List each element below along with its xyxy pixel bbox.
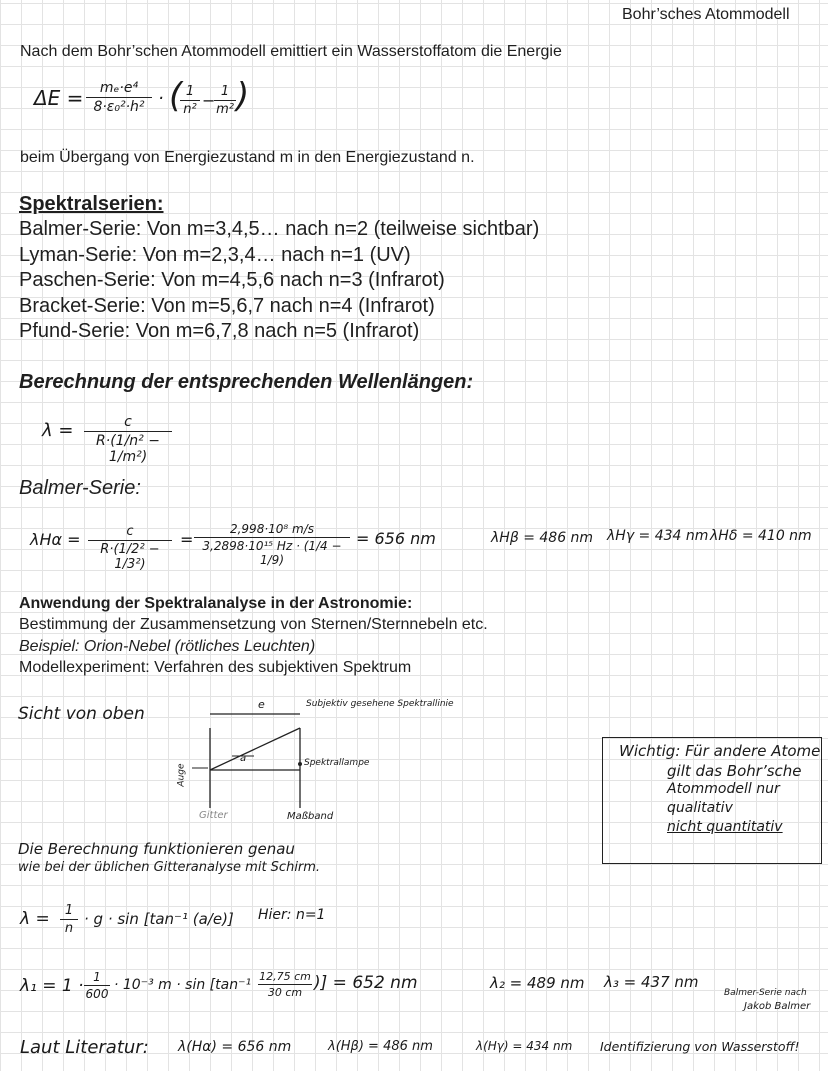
lambda-num: c [124,414,132,430]
subj-label: Subjektiv gesehene Spektrallinie [306,699,454,709]
literatur-ident: Identifizierung von Wasserstoff! [600,1039,800,1054]
grating-frac-num: 1 [64,903,74,918]
hd-result: λHδ = 410 nm [710,528,812,544]
grating-formula-fraction [60,903,78,936]
ha-eq2: = [180,530,194,549]
page-title: Bohr’sches Atommodell [622,6,790,23]
ha-num2: 2,998·10⁸ m/s [229,522,315,536]
note-line3: Atommodell nur [667,781,780,797]
e-label: e [258,698,265,711]
literatur-ha: λ(Hα) = 656 nm [178,1039,292,1055]
ha-num: c [126,524,134,539]
l1-frac2-num: 12,75 cm [259,970,311,983]
massband-label: Maßband [287,811,334,822]
calc-line2: wie bei der üblichen Gitteranalyse mit Schirm. [18,860,321,875]
formula-numerator: mₑ·e⁴ [99,80,139,96]
formula-denominator: 8·ε₀²·h² [93,99,145,115]
intro-sentence: Nach dem Bohr’schen Atommodell emittiert ein Wasserstoffatom die Energie [20,43,562,60]
term2-num: 1 [220,84,230,99]
l1-result: )] = 652 nm [314,973,418,993]
hg-result: λHγ = 434 nm [607,528,709,544]
literatur-hb: λ(Hβ) = 486 nm [328,1039,433,1054]
astro-line1: Bestimmung der Zusammensetzung von Sternen/Sternnebeln etc. [19,616,488,633]
l1-fraction [84,970,110,1001]
formula-paren-open: ( [169,76,183,116]
term1-num: 1 [185,84,195,99]
list-item: Pfund-Serie: Von m=6,7,8 nach n=5 (Infrarot) [19,320,420,342]
formula-term1 [180,84,200,117]
auge-label: Auge [176,763,187,787]
l3-result: λ₃ = 437 nm [604,973,699,991]
lambda-fraction [84,414,172,465]
balmer-note-line2: Jakob Balmer [744,1001,811,1012]
astro-line2: Beispiel: Orion-Nebel (rötliches Leuchten) [19,638,316,655]
balmer-label: Balmer-Serie: [19,477,141,499]
view-label: Sicht von oben [18,704,145,724]
lamp-dot [298,762,302,766]
formula-lhs: ΔE = [34,86,84,110]
calc-line1: Die Berechnung funktionieren genau [18,840,295,858]
hier-note: Hier: n=1 [258,907,326,923]
ha-den: R·(1/2² − 1/3²) [100,542,160,572]
meter-top-line [210,728,300,770]
note-line4: qualitativ [667,800,733,816]
ha-result: = 656 nm [356,529,436,548]
note-line5: nicht quantitativ [667,819,783,835]
grating-formula-lhs: λ = [20,909,50,929]
list-item: Bracket-Serie: Von m=5,6,7 nach n=4 (Infrarot) [19,294,435,317]
ha-fraction [88,524,172,572]
a-label: a [240,753,247,764]
term2-den: m² [216,102,234,117]
gitter-label: Gitter [199,810,228,821]
lambda-lhs: λ = [42,420,74,441]
hb-result: λHβ = 486 nm [491,530,594,546]
l1-fraction2 [258,970,312,999]
l1-frac-num: 1 [93,970,101,984]
formula-dot: · [158,88,164,109]
wellen-heading: Berechnung der entsprechenden Wellenlängen: [19,371,474,393]
ha-den2: 3,2898·10¹⁵ Hz · (1/4 − 1/9) [202,539,342,567]
spektral-list [19,218,539,346]
l1-frac2-den: 30 cm [267,986,303,999]
lambda-den: R·(1/n² − 1/m²) [96,433,160,465]
list-item: Balmer-Serie: Von m=3,4,5… nach n=2 (teilweise sichtbar) [19,218,540,240]
l1-frac-den: 600 [85,987,109,1001]
l1-mid: · 10⁻³ m · sin [tan⁻¹ [114,977,252,993]
ha-fraction2 [194,522,350,567]
l1-lhs: λ₁ = 1 · [20,976,84,996]
astro-heading: Anwendung der Spektralanalyse in der Astronomie: [19,595,413,612]
formula-main-fraction [86,80,152,115]
astro-line3: Modellexperiment: Verfahren des subjektiven Spektrum [19,659,412,676]
formula-paren-close: ) [236,76,250,116]
note-line1: Wichtig: Für andere Atome [619,742,821,760]
lampe-label: Spektrallampe [304,758,370,768]
list-item: Lyman-Serie: Von m=2,3,4… nach n=1 (UV) [19,243,411,266]
intro-after: beim Übergang von Energiezustand m in den Energiezustand n. [20,149,475,166]
spektral-heading: Spektralserien: [19,193,164,215]
note-line2: gilt das Bohr’sche [667,762,802,780]
l2-result: λ₂ = 489 nm [490,974,585,992]
term1-den: n² [183,102,197,117]
note-box [602,737,822,864]
formula-minus: − [202,91,216,110]
literatur-label: Laut Literatur: [20,1037,149,1058]
grating-frac-den: n [64,921,74,936]
literatur-hg: λ(Hγ) = 434 nm [476,1039,573,1053]
ha-lhs: λHα = [30,530,81,549]
list-item: Paschen-Serie: Von m=4,5,6 nach n=3 (Infrarot) [19,269,445,291]
formula-term2 [214,84,236,117]
grating-formula-rest: · g · sin [tan⁻¹ (a/e)] [84,910,234,928]
balmer-note-line1: Balmer-Serie nach [724,988,807,998]
